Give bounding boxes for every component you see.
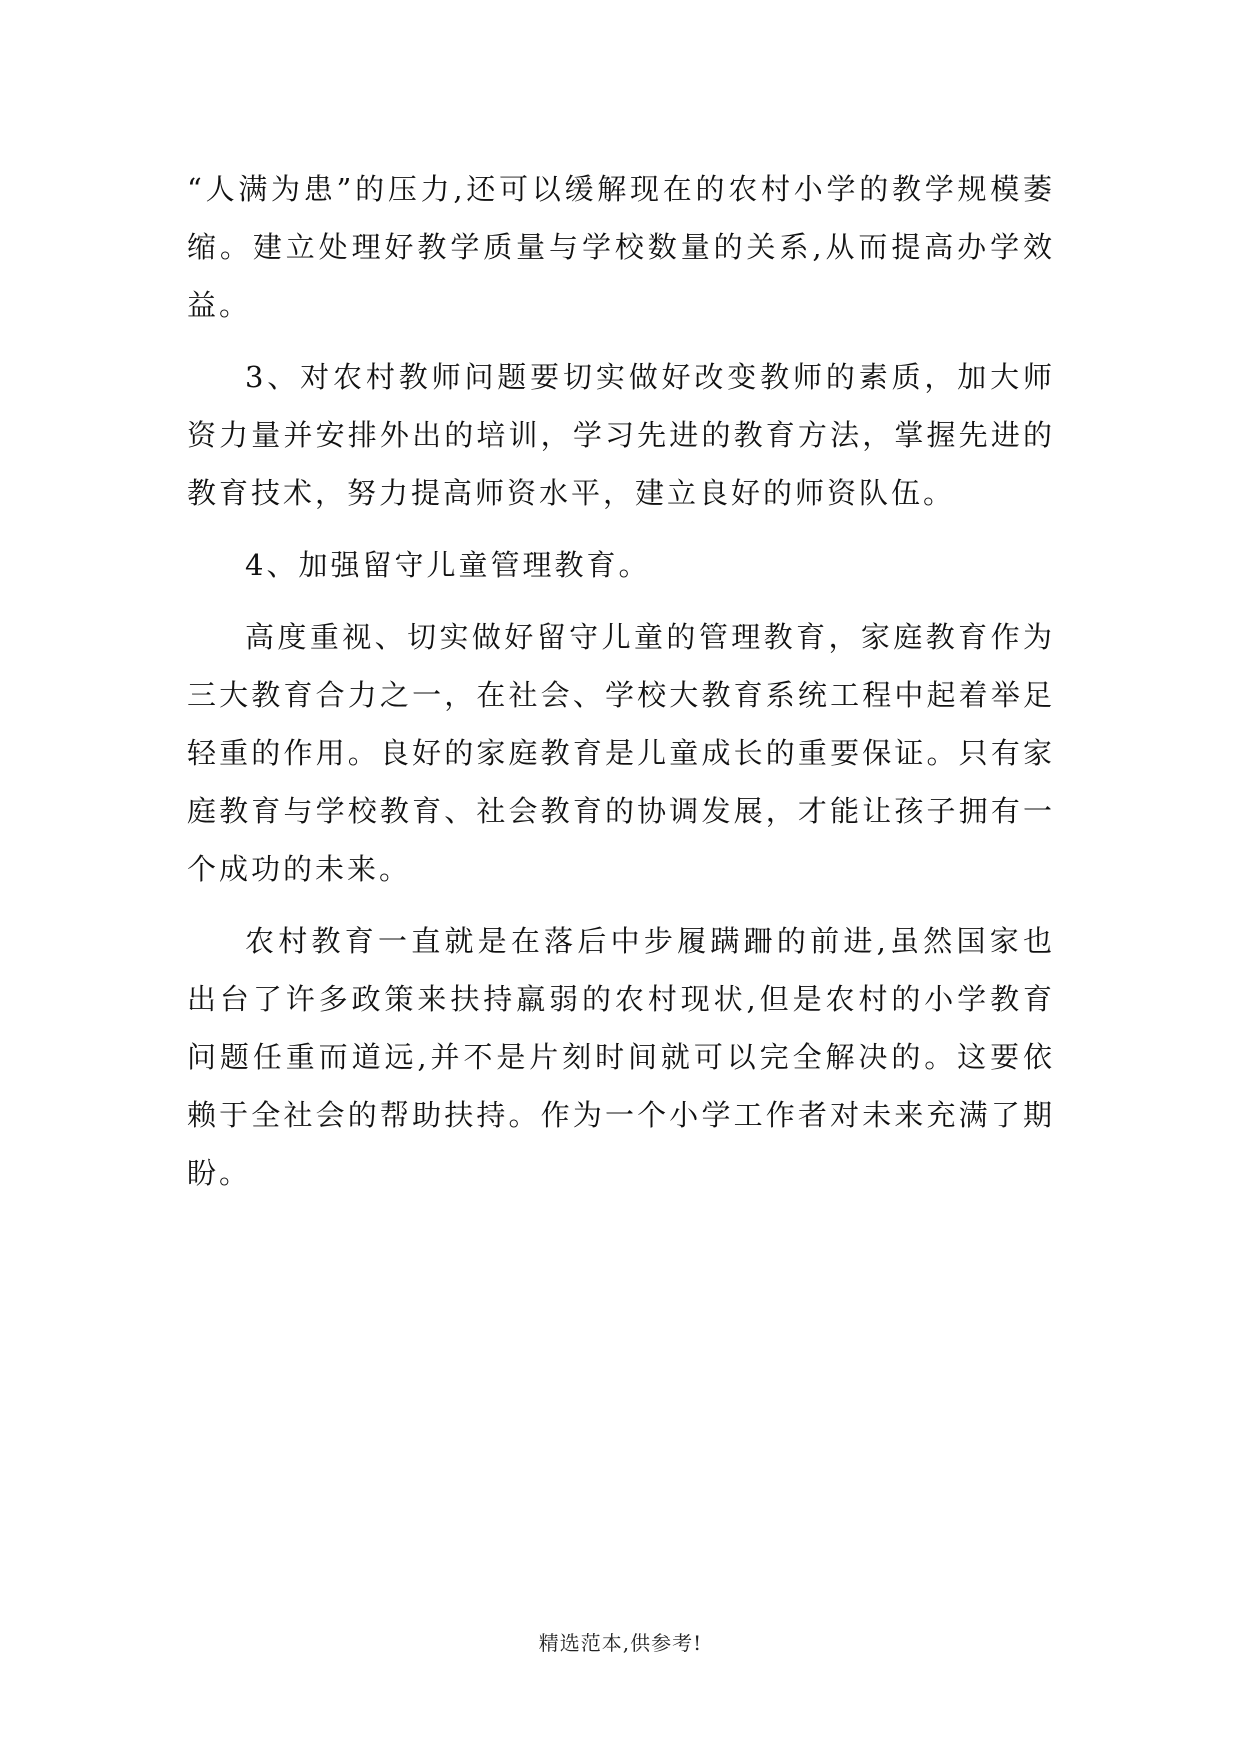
document-body [187, 160, 1055, 1202]
paragraph-pressure-relief: “人满为患”的压力,还可以缓解现在的农村小学的教学规模萎缩。建立处理好教学质量与学校数量的关系,从而提高办学效益。 [187, 172, 1055, 322]
paragraph-conclusion: 农村教育一直就是在落后中步履蹒跚的前进,虽然国家也出台了许多政策来扶持羸弱的农村现状,但是农村的小学教育问题任重而道远,并不是片刻时间就可以完全解决的。这要依赖于全社会的帮助扶持。作为一个小学工作者对未来充满了期盼。 [187, 924, 1055, 1190]
paragraph-left-behind-heading: 4、加强留守儿童管理教育。 [245, 548, 651, 582]
paragraph-teacher-quality: 3、对农村教师问题要切实做好改变教师的素质，加大师资力量并安排外出的培训，学习先进的教育方法，掌握先进的教育技术，努力提高师资水平，建立良好的师资队伍。 [187, 360, 1055, 510]
paragraph-family-education: 高度重视、切实做好留守儿童的管理教育，家庭教育作为三大教育合力之一，在社会、学校大教育系统工程中起着举足轻重的作用。良好的家庭教育是儿童成长的重要保证。只有家庭教育与学校教育、社会教育的协调发展，才能让孩子拥有一个成功的未来。 [187, 620, 1055, 886]
page-footer: 精选范本,供参考! [538, 1631, 703, 1655]
